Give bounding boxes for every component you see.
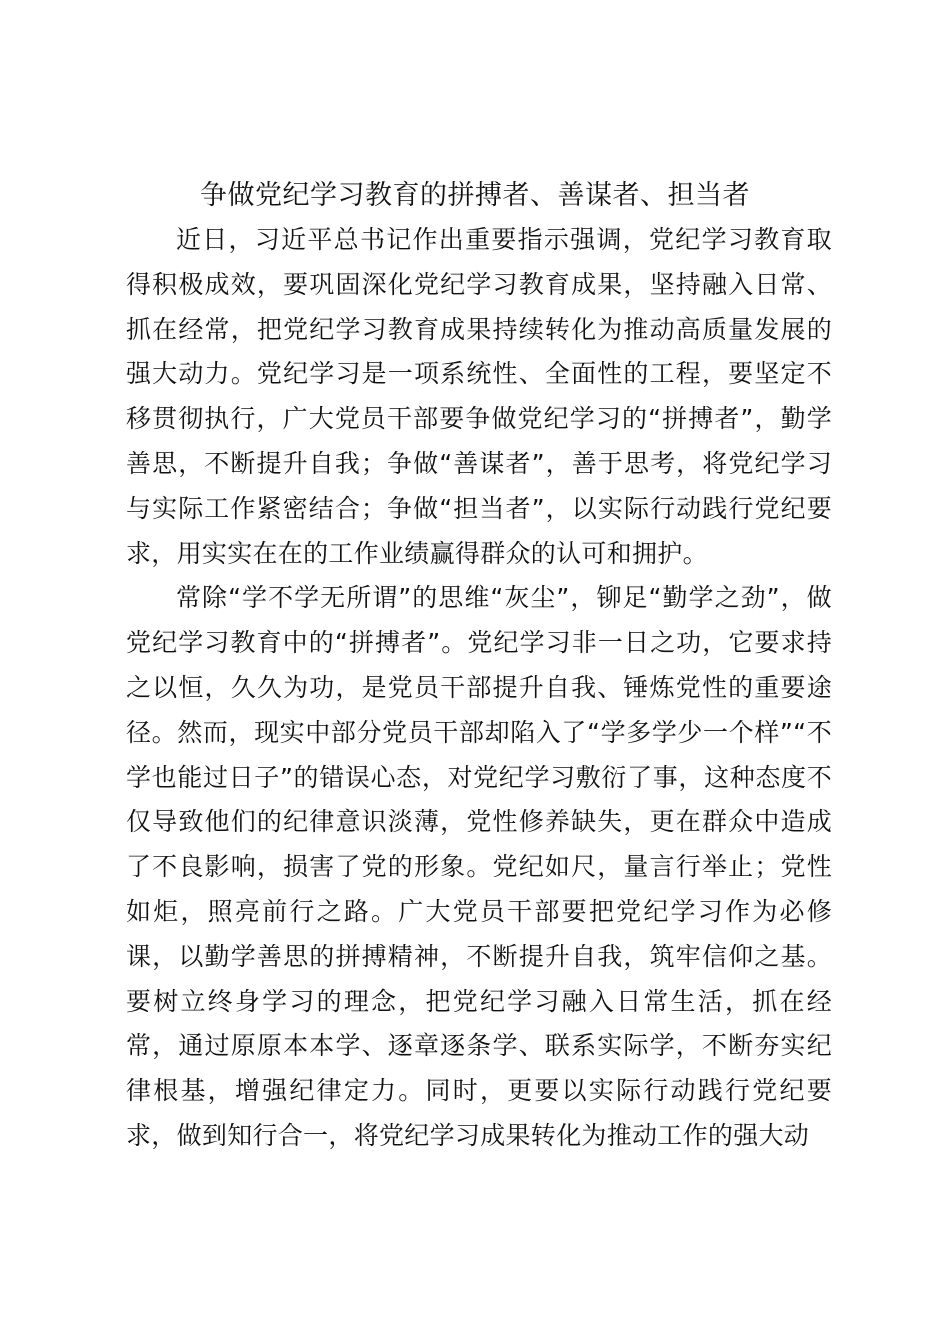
paragraph-1: 近日，习近平总书记作出重要指示强调，党纪学习教育取得积极成效，要巩固深化党纪学习教育成果，坚持融入日常、抓在经常，把党纪学习教育成果持续转化为推动高质量发展的强大动力。党纪学习是一项系统性、全面性的工程，要坚定不移贯彻执行，广大党员干部要争做党纪学习的“拼搏者”，勤学善思，不断提升自我；争做“善谋者”，善于思考，将党纪学习与实际工作紧密结合；争做“担当者”，以实际行动践行党纪要求，用实实在在的工作业绩赢得群众的认可和拥护。 <box>126 225 832 568</box>
paragraph-2: 常除“学不学无所谓”的思维“灰尘”，铆足“勤学之劲”，做党纪学习教育中的“拼搏者”。党纪学习非一日之功，它要求持之以恒，久久为功，是党员干部提升自我、锤炼党性的重要途径。然而，现实中部分党员干部却陷入了“学多学少一个样”“不学也能过日子”的错误心态，对党纪学习敷衍了事，这种态度不仅导致他们的纪律意识淡薄，党性修养缺失，更在群众中造成了不良影响，损害了党的形象。党纪如尺，量言行举止；党性如炬，照亮前行之路。广大党员干部要把党纪学习作为必修课，以勤学善思的拼搏精神，不断提升自我，筑牢信仰之基。要树立终身学习的理念，把党纪学习融入日常生活，抓在经常，通过原原本本学、逐章逐条学、联系实际学，不断夯实纪律根基，增强纪律定力。同时，更要以实际行动践行党纪要求，做到知行合一，将党纪学习成果转化为推动工作的强大动 <box>126 583 832 1150</box>
document-title: 争做党纪学习教育的拼搏者、善谋者、担当者 <box>200 180 750 211</box>
document-body <box>126 218 832 1159</box>
